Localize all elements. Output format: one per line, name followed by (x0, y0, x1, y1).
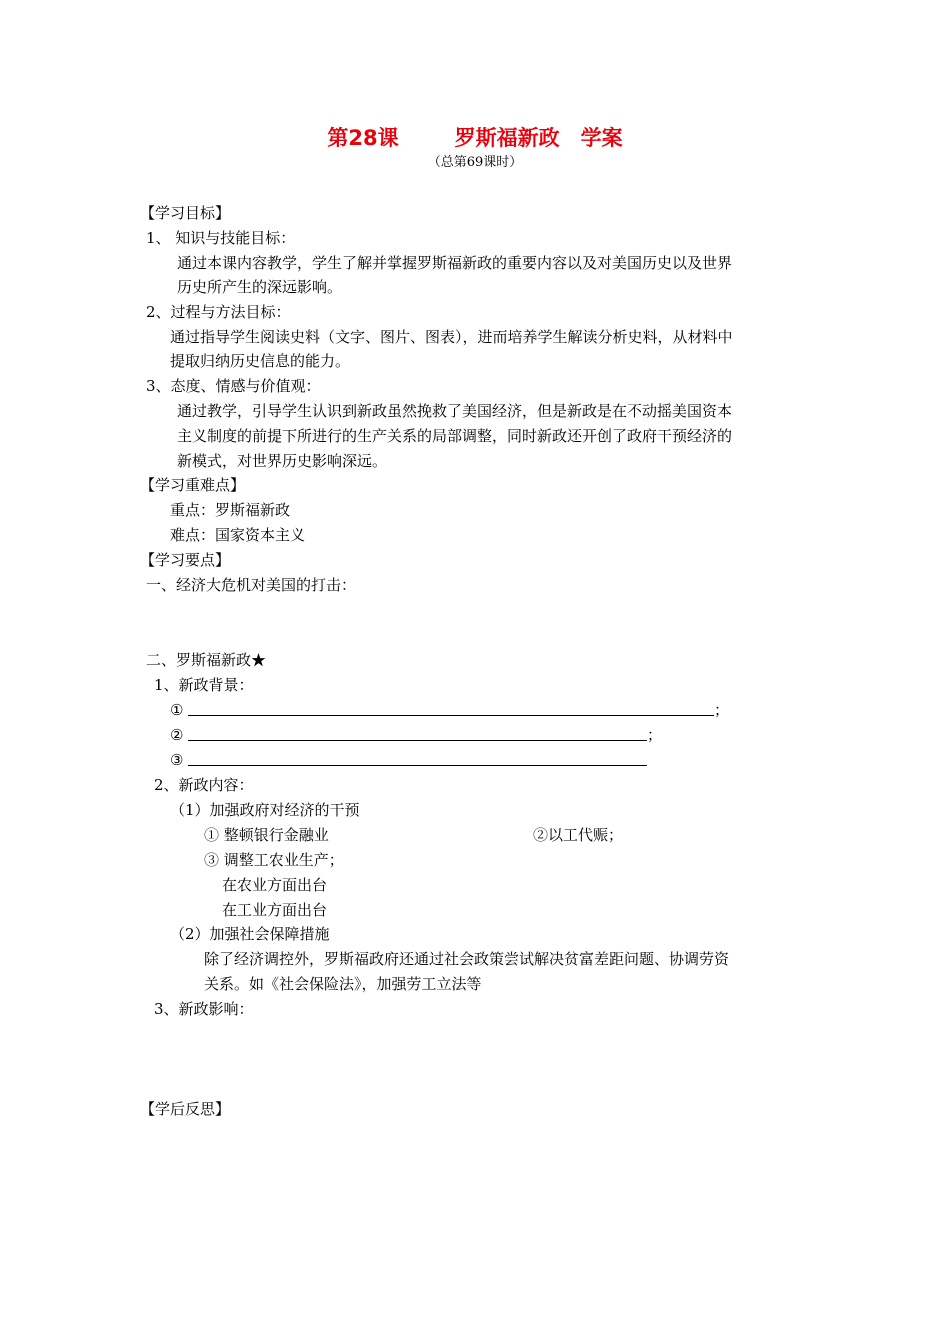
objective-3-line-2: 主义制度的前提下所进行的生产关系的局部调整，同时新政还开创了政府干预经济的 (177, 427, 733, 445)
content-1-item-c: ③ 调整工农业生产； (204, 851, 344, 869)
essentials-heading: 【学习要点】 (140, 551, 231, 569)
background-3-marker: ③ (170, 751, 184, 769)
background-2-end: ； (647, 726, 663, 744)
background-1-marker: ① (170, 701, 184, 719)
page-title (0, 124, 950, 152)
objectives-heading: 【学习目标】 (140, 204, 231, 222)
content-2-line-2: 关系。如《社会保险法》，加强劳工立法等 (204, 975, 482, 993)
page-subtitle: （总第69课时） (427, 155, 523, 170)
key-points-heading: 【学习重难点】 (140, 476, 246, 494)
objective-2-heading: 2、过程与方法目标： (146, 303, 291, 321)
lesson-title: 罗斯福新政 学案 (454, 126, 623, 150)
content-1-item-a: ① 整顿银行金融业 (204, 826, 329, 844)
content-1-item-b: ②以工代赈； (533, 826, 624, 844)
objective-1-heading: 1、 知识与技能目标： (146, 229, 296, 247)
key-point-focus: 重点：罗斯福新政 (170, 501, 291, 519)
background-heading: 1、新政背景： (154, 676, 254, 694)
content-2-line-1: 除了经济调控外，罗斯福政府还通过社会政策尝试解决贫富差距问题、协调劳资 (204, 950, 730, 968)
background-2-marker: ② (170, 726, 184, 744)
section-2-heading: 二、罗斯福新政★ (146, 651, 267, 669)
objective-2-line-1: 通过指导学生阅读史料（文字、图片、图表），进而培养学生解读分析史料，从材料中 (170, 328, 733, 346)
content-1-agriculture: 在农业方面出台 (222, 876, 328, 894)
objective-3-line-3: 新模式，对世界历史影响深远。 (177, 452, 388, 470)
impact-heading: 3、新政影响： (154, 1000, 254, 1018)
background-1-blank[interactable] (188, 715, 714, 716)
section-1-heading: 一、经济大危机对美国的打击： (146, 576, 357, 594)
objective-3-heading: 3、态度、情感与价值观： (146, 377, 321, 395)
background-3-blank[interactable] (188, 765, 647, 766)
lesson-number: 第28课 (327, 126, 399, 150)
objective-2-line-2: 提取归纳历史信息的能力。 (170, 352, 351, 370)
background-2-blank[interactable] (188, 740, 647, 741)
background-1-end: ； (714, 701, 730, 719)
content-1-industry: 在工业方面出台 (222, 901, 328, 919)
content-2-heading: （2）加强社会保障措施 (170, 925, 330, 943)
content-1-heading: （1）加强政府对经济的干预 (170, 801, 360, 819)
objective-1-line-2: 历史所产生的深远影响。 (177, 278, 343, 296)
reflection-heading: 【学后反思】 (140, 1100, 231, 1118)
key-point-difficulty: 难点：国家资本主义 (170, 526, 306, 544)
objective-1-line-1: 通过本课内容教学，学生了解并掌握罗斯福新政的重要内容以及对美国历史以及世界 (177, 254, 733, 272)
content-heading: 2、新政内容： (154, 776, 254, 794)
objective-3-line-1: 通过教学，引导学生认识到新政虽然挽救了美国经济，但是新政是在不动摇美国资本 (177, 402, 733, 420)
